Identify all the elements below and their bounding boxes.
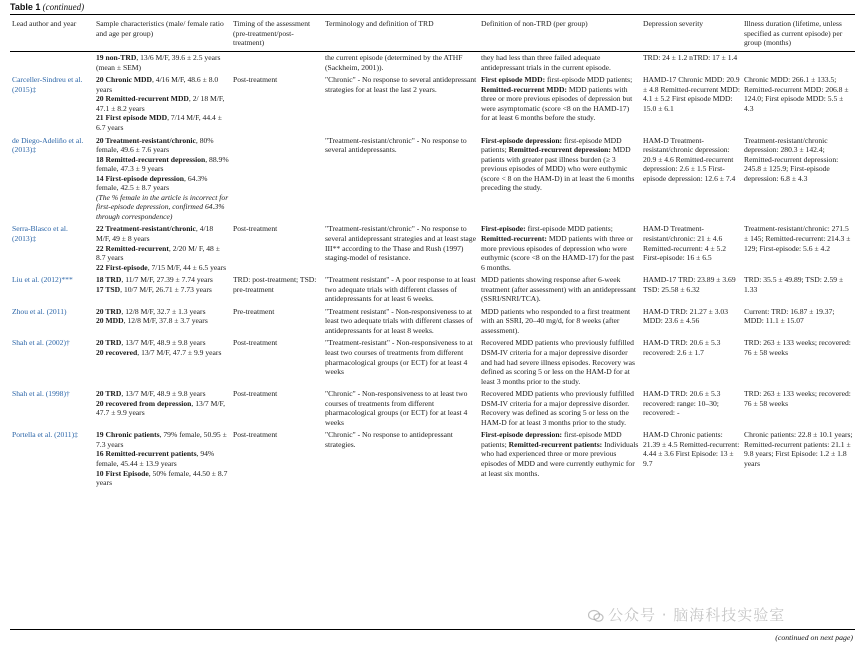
cell-timing: Post-treatment (233, 338, 278, 348)
sample-group-detail: , 80% female, 49.6 ± 7.6 years (96, 135, 214, 155)
sample-group-detail: , 79% female, 50.95 ± 7.3 years (96, 430, 227, 449)
nontrd-group-detail: Individuals who had experienced three or more previous episodes of MDD and were currently euthymic for at least six months. (481, 439, 639, 478)
sample-group (96, 399, 229, 418)
sample-group (96, 113, 229, 132)
sample-group-detail: , 7/14 M/F, 44.4 ± 6.7 years (96, 113, 222, 132)
cell-author: Portella et al. (2011)‡ (12, 430, 78, 440)
sample-group-label: 21 First episode MDD (96, 113, 168, 123)
sample-group (96, 193, 229, 222)
table-row (10, 274, 855, 306)
cell-author (10, 51, 94, 74)
cell-severity: HAM-D Treatment-resistant/chronic: 21 ± 4.6 Remitted-recurrent: 4 ± 5.2 First-episode: 16 ± 6.5 (643, 224, 727, 263)
sample-group-label: 20 TRD (96, 389, 122, 399)
cell-sample (94, 74, 231, 134)
sample-group (96, 174, 229, 193)
cell-trd-definition: "Treatment-resistant/chronic" - No response to several antidepressant strategies and at least stage III** according to the Thase and Rush (1997) staging-model of resistance. (325, 224, 476, 263)
sample-group (96, 348, 229, 358)
sample-group-detail: , 13/6 M/F, 39.6 ± 2.5 years (mean ± SEM) (96, 53, 221, 72)
table-row (10, 74, 855, 134)
cell-severity: HAMD-17 Chronic MDD: 20.9 ± 4.8 Remitted-recurrent MDD: 4.1 ± 5.2 First episode MDD: 15.0 ± 6.1 (643, 75, 740, 113)
cell-duration: Current: TRD: 16.87 ± 19.37; MDD: 11.1 ± 15.07 (744, 306, 835, 326)
sample-group-label: 19 Chronic patients (96, 430, 160, 440)
col-header-trd: Terminology and definition of TRD (323, 15, 479, 52)
sample-group-detail: , 50% female, 44.50 ± 8.7 years (96, 468, 228, 488)
cell-sample (94, 134, 231, 223)
cell-trd-definition: "Treatment-resistant/chronic" - No response to several antidepressants. (325, 135, 467, 155)
cell-sample (94, 388, 231, 429)
nontrd-group-detail: MDD patients with greater past illness burden (≥ 3 previous episodes of MDD) who were euthymic (score < 8 on the HAM-D) in at least the 6 months preceding the study. (481, 145, 635, 193)
cell-timing (231, 51, 323, 74)
cell-nontrd-definition (479, 305, 641, 337)
col-header-duration: Illness duration (lifetime, unless specified as current episode) per group (months) (742, 15, 855, 52)
cell-sample (94, 305, 231, 337)
cell-timing: Post-treatment (233, 430, 278, 440)
sample-group-detail: , 13/7 M/F, 48.9 ± 9.8 years (121, 338, 206, 348)
table-row (10, 429, 855, 489)
nontrd-group-label: First-episode depression: (481, 135, 563, 145)
nontrd-group-label: Remitted-recurrent patients: (508, 439, 603, 449)
cell-timing: Post-treatment (233, 75, 278, 85)
cell-severity: HAM-D Treatment-resistant/chronic depression: 20.9 ± 4.6 Remitted-recurrent depression: 2.6 ± 1.5 First-episode depression: 12.6 ± 7.4 (643, 135, 736, 183)
cell-duration (742, 51, 855, 74)
sample-group-detail: , 88.9% female, 47.3 ± 9 years (96, 154, 229, 174)
cell-severity: HAM-D TRD: 21.27 ± 3.03 MDD: 23.6 ± 4.56 (643, 306, 729, 326)
cell-nontrd-definition (479, 134, 641, 223)
sample-group (96, 94, 229, 113)
nontrd-group-label: Remitted-recurrent MDD: (481, 84, 567, 94)
table-row (10, 134, 855, 223)
sample-group-label: 22 First-episode (96, 262, 148, 272)
nontrd-group-detail: MDD patients with three or more previous episodes of depression who were euthymic (score <8 on the HAMD-17) for the past 6 months. (481, 233, 635, 272)
sample-group-label: 20 Remitted-recurrent MDD (96, 94, 189, 104)
nontrd-group-detail: they had less than three failed adequate antidepressant trials in the current episode. (481, 53, 611, 72)
nontrd-group-detail: first-episode MDD patients; (525, 224, 613, 234)
table-bottom-rule (10, 629, 855, 630)
cell-author: de Diego-Adeliño et al. (2013)‡ (12, 135, 84, 155)
nontrd-group-detail: MDD patients with three or more previous episodes of depression but were asymptomatic (score <8 on the HAMD-17) for at least 6 months before the study. (481, 84, 633, 123)
sample-group-detail: , 4/16 M/F, 48.6 ± 8.0 years (96, 75, 219, 94)
cell-duration: Chronic patients: 22.8 ± 10.1 years; Remitted-recurrent patients: 21.1 ± 9.8 years; First Episode: 1.2 ± 1.8 years (744, 430, 853, 469)
sample-group-label: 14 First-episode depression (96, 173, 185, 183)
cell-author: Zhou et al. (2011) (12, 306, 67, 316)
cell-severity: HAMD-17 TRD: 23.89 ± 3.69 TSD: 25.58 ± 6.32 (643, 275, 736, 294)
watermark-text: 公众号 · 脑海科技实验室 (608, 606, 786, 624)
sample-group (96, 155, 229, 174)
sample-group-label: 20 TRD (96, 306, 122, 316)
sample-note: (The % female in the article is incorrect for first-episode depression, confirmed 64.3% through correspondence) (96, 192, 229, 221)
cell-nontrd-definition (479, 74, 641, 134)
nontrd-group-label: First episode MDD: (481, 75, 546, 85)
sample-group (96, 307, 229, 317)
table-row (10, 223, 855, 274)
sample-group-label: 10 First Episode (96, 468, 149, 478)
sample-group-detail: , 10/7 M/F, 26.71 ± 7.73 years (120, 284, 212, 294)
table-row (10, 51, 855, 74)
cell-author: Carceller-Sindreu et al. (2015)‡ (12, 75, 83, 94)
sample-group (96, 244, 229, 263)
cell-sample (94, 223, 231, 274)
sample-group-detail: , 13/7 M/F, 48.9 ± 9.8 years (121, 389, 206, 399)
cell-duration: Treatment-resistant/chronic depression: 280.3 ± 142.4; Remitted-recurrent depression: 245.8 ± 125.9; First-episode depression: 6.8 ± 4.3 (744, 135, 839, 183)
cell-trd-definition: "Chronic" - No response to several antidepressant strategies for at least the last 2 years. (325, 75, 477, 94)
sample-group (96, 53, 229, 72)
cell-trd-definition: "Chronic" - No response to antidepressant strategies. (325, 430, 453, 449)
sample-group (96, 224, 229, 243)
cell-timing: Post-treatment (233, 389, 278, 399)
cell-timing: Pre-treatment (233, 306, 275, 316)
table-caption (10, 2, 84, 12)
cell-trd-definition: "Chronic" - Non-responsiveness to at least two courses of treatments from different pharmacological groups (or ECT) for at least 4 weeks (325, 389, 468, 427)
continued-on-next-page: (continued on next page) (775, 633, 853, 642)
cell-duration: TRD: 263 ± 133 weeks; recovered: 76 ± 58 weeks (744, 338, 851, 357)
sample-group (96, 285, 229, 295)
cell-author: Shah et al. (1998)† (12, 389, 70, 399)
cell-severity: HAM-D Chronic patients: 21.39 ± 4.5 Remitted-recurrent: 4.44 ± 3.6 First Episode: 13 ± 9.7 (643, 430, 740, 469)
cell-author: Serra-Blasco et al. (2013)‡ (12, 224, 68, 243)
cell-sample (94, 51, 231, 74)
data-table (10, 14, 855, 489)
nontrd-group-label: First-episode: (481, 224, 526, 234)
sample-group-detail: , 13/7 M/F, 47.7 ± 9.9 years (96, 398, 225, 418)
sample-group-label: 20 Chronic MDD (96, 75, 152, 85)
cell-severity: HAM-D TRD: 20.6 ± 5.3 recovered: 2.6 ± 1.7 (643, 338, 721, 357)
cell-nontrd-definition (479, 388, 641, 429)
watermark (588, 604, 785, 625)
sample-group-label: 20 recovered (96, 348, 138, 357)
table-row (10, 388, 855, 429)
sample-group-label: 22 Remitted-recurrent (96, 243, 169, 253)
nontrd-group-detail: Recovered MDD patients who previously fulfilled DSM-IV criteria for a major depressive disorder and had had severe illness episodes. Recovery was defined as scoring 5 or less on the HAM-D for at least 3 months prior to the study. (481, 338, 635, 386)
col-header-timing: Timing of the assessment (pre-treatment/post-treatment) (231, 15, 323, 52)
sample-group-label: 20 TRD (96, 338, 122, 348)
nontrd-group-label: Remitted-recurrent depression: (508, 145, 611, 155)
cell-timing (231, 134, 323, 223)
sample-group-detail: , 64.3% female, 42.5 ± 8.7 years (96, 173, 208, 193)
table-continued-note: (continued) (42, 2, 85, 12)
sample-group-label: 20 MDD (96, 316, 124, 326)
cell-trd-definition: the current episode (determined by the ATHF (Sackheim, 2001)). (325, 53, 463, 72)
cell-duration: Treatment-resistant/chronic: 271.5 ± 145; Remitted-recurrent: 214.3 ± 129; First-episode: 5.6 ± 4.2 (744, 224, 851, 253)
cell-sample (94, 337, 231, 388)
sample-group-detail: , 94% female, 45.44 ± 13.9 years (96, 449, 215, 469)
sample-group-detail: , 4/18 M/F, 49 ± 8 years (96, 224, 214, 243)
sample-group-detail: , 12/8 M/F, 32.7 ± 1.3 years (121, 306, 206, 316)
sample-group-detail: , 2/20 M/ F, 48 ± 8.7 years (96, 243, 220, 263)
nontrd-group-detail: first-episode MDD patients; (545, 75, 633, 85)
sample-group (96, 316, 229, 326)
sample-group (96, 389, 229, 399)
sample-group (96, 449, 229, 468)
sample-group-detail: , 7/15 M/F, 44 ± 6.5 years (147, 262, 227, 272)
cell-timing: TRD: post-treatment; TSD: pre-treatment (233, 275, 317, 294)
cell-severity: HAM-D TRD: 20.6 ± 5.3 recovered: range: 10–30; recovered: - (643, 389, 721, 418)
cell-trd-definition: "Treatment-resistant" - Non-responsiveness to at least two courses of treatments from different pharmacological groups (or ECT) for at least 4 weeks (325, 338, 473, 377)
nontrd-group-detail: first-episode MDD patients; (481, 135, 622, 155)
sample-group-detail: , 2/ 18 M/F, 47.1 ± 8.2 years (96, 94, 225, 113)
sample-group (96, 75, 229, 94)
sample-group (96, 430, 229, 449)
cell-trd-definition: "Treatment resistant" - Non-responsiveness to at least two adequate trials with different classes of antidepressants for at least 8 weeks. (325, 306, 473, 335)
sample-group-label: 20 recovered from depression (96, 398, 192, 408)
sample-group (96, 263, 229, 273)
table-row (10, 305, 855, 337)
nontrd-group-detail: Recovered MDD patients who previously fulfilled DSM-IV criteria for a major depressive disorder. Recovery was defined as scoring 5 or less on the HAM-D for at least 3 months prior to the study. (481, 389, 634, 427)
cell-author: Liu et al. (2012)*** (12, 275, 73, 285)
nontrd-group-detail: first-episode MDD patients; (481, 430, 622, 449)
table-row (10, 337, 855, 388)
sample-group (96, 275, 229, 285)
cell-nontrd-definition (479, 274, 641, 306)
sample-group-label: 17 TSD (96, 284, 121, 294)
sample-group (96, 338, 229, 348)
cell-duration: Chronic MDD: 266.1 ± 133.5; Remitted-recurrent MDD: 206.8 ± 124.0; First episode MDD: 5.5 ± 4.3 (744, 75, 849, 113)
col-header-author: Lead author and year (10, 15, 94, 52)
cell-nontrd-definition (479, 429, 641, 489)
sample-group-detail: , 12/8 M/F, 37.8 ± 3.7 years (123, 316, 208, 326)
cell-sample (94, 429, 231, 489)
nontrd-group-label: Remitted-recurrent: (481, 233, 547, 243)
sample-group-label: 18 TRD (96, 275, 122, 285)
sample-group-label: 20 Treatment-resistant/chronic (96, 135, 196, 145)
cell-timing: Post-treatment (233, 224, 278, 234)
sample-group-label: 18 Remitted-recurrent depression (96, 154, 206, 164)
nontrd-group-detail: MDD patients who responded to a first treatment with an SSRI, 20–40 mg/d, for 8 weeks (after assessment). (481, 306, 631, 335)
table-label: Table 1 (10, 2, 41, 12)
cell-nontrd-definition (479, 51, 641, 74)
nontrd-group-detail: MDD patients showing response after 6-week treatment (after assessment) with an antidepressant (SSRI/SNRI/TCA). (481, 275, 636, 304)
col-header-severity: Depression severity (641, 15, 742, 52)
cell-trd-definition: "Treatment resistant" - A poor response to at least two adequate trials with different classes of antidepressants for at least 6 weeks. (325, 275, 476, 304)
sample-group-label: 19 non-TRD (96, 53, 137, 63)
header-row (10, 15, 855, 52)
cell-duration: TRD: 35.5 ± 49.89; TSD: 2.59 ± 1.33 (744, 275, 844, 294)
col-header-sample: Sample characteristics (male/ female ratio and age per group) (94, 15, 231, 52)
cell-duration: TRD: 263 ± 133 weeks; recovered: 76 ± 58 weeks (744, 389, 851, 408)
cell-severity: TRD: 24 ± 1.2 nTRD: 17 ± 1.4 (643, 53, 738, 63)
nontrd-group-label: First-episode depression: (481, 430, 563, 440)
sample-group-label: 16 Remitted-recurrent patients (96, 449, 197, 459)
sample-group-detail: , 11/7 M/F, 27.39 ± 7.74 years (121, 275, 213, 285)
sample-group (96, 469, 229, 488)
wechat-icon (588, 609, 604, 623)
cell-nontrd-definition (479, 337, 641, 388)
col-header-nontrd: Definition of non-TRD (per group) (479, 15, 641, 52)
sample-group-detail: , 13/7 M/F, 47.7 ± 9.9 years (137, 348, 222, 357)
cell-sample (94, 274, 231, 306)
sample-group-label: 22 Treatment-resistant/chronic (96, 224, 196, 234)
cell-nontrd-definition (479, 223, 641, 274)
sample-group (96, 136, 229, 155)
cell-author: Shah et al. (2002)† (12, 338, 70, 348)
